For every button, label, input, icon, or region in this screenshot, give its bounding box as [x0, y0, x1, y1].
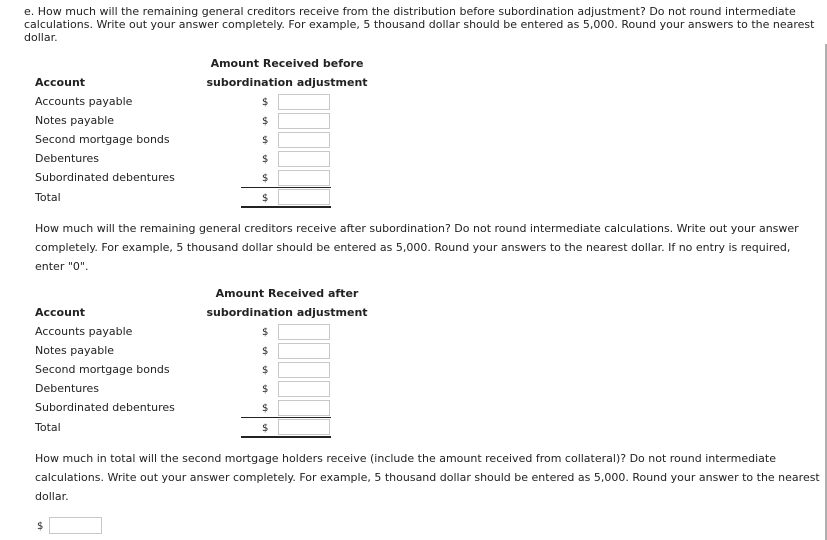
before-label-subordinated-debentures: Subordinated debentures [35, 171, 175, 184]
amount-after-header [200, 284, 374, 322]
amount-before-header-line1: Amount Received before [210, 57, 364, 70]
before-input-debentures[interactable] [278, 151, 330, 167]
question-after-text: How much will the remaining general creditors receive after subordination? Do not round intermediate calculations. Write out your answer completely. For example, 5 thousand dollar should be entered as 5,000. Round your answers to the nearest dollar. If no entry is required, enter "0". [35, 222, 799, 273]
after-input-total[interactable] [278, 419, 330, 435]
total-second-mortgage-input[interactable] [49, 517, 102, 534]
before-total-double-rule [241, 206, 331, 208]
after-input-notes-payable[interactable] [278, 343, 330, 359]
after-label-total: Total [35, 421, 61, 434]
after-label-notes-payable: Notes payable [35, 344, 115, 357]
account-header-before: Account [35, 76, 86, 89]
after-label-subordinated-debentures: Subordinated debentures [35, 401, 175, 414]
after-dollar-subordinated-debentures: $ [262, 403, 269, 414]
before-dollar-debentures: $ [262, 154, 269, 165]
before-label-accounts-payable: Accounts payable [35, 95, 133, 108]
after-dollar-debentures: $ [262, 384, 269, 395]
before-label-debentures: Debentures [35, 152, 100, 165]
before-input-total[interactable] [278, 189, 330, 205]
after-subtotal-rule [241, 417, 331, 418]
after-input-second-mortgage-bonds[interactable] [278, 362, 330, 378]
before-input-notes-payable[interactable] [278, 113, 330, 129]
before-subtotal-rule [241, 187, 331, 188]
before-dollar-subordinated-debentures: $ [262, 173, 269, 184]
before-dollar-notes-payable: $ [262, 116, 269, 127]
before-dollar-total: $ [262, 193, 269, 204]
after-dollar-second-mortgage-bonds: $ [262, 365, 269, 376]
after-dollar-notes-payable: $ [262, 346, 269, 357]
total-dollar-sign: $ [37, 521, 44, 532]
after-dollar-total: $ [262, 423, 269, 434]
before-label-notes-payable: Notes payable [35, 114, 115, 127]
before-input-subordinated-debentures[interactable] [278, 170, 330, 186]
after-label-debentures: Debentures [35, 382, 100, 395]
question-total-text: How much in total will the second mortgage holders receive (include the amount received from collateral)? Do not round intermediate calculations. Write out your answer completely. For example, 5 thousand dollar should be entered as 5,000. Round your answer to the nearest dollar. [35, 452, 820, 503]
after-input-subordinated-debentures[interactable] [278, 400, 330, 416]
after-total-double-rule [241, 436, 331, 438]
after-label-second-mortgage-bonds: Second mortgage bonds [35, 363, 170, 376]
before-input-accounts-payable[interactable] [278, 94, 330, 110]
before-dollar-accounts-payable: $ [262, 97, 269, 108]
after-input-debentures[interactable] [278, 381, 330, 397]
before-label-total: Total [35, 191, 61, 204]
after-dollar-accounts-payable: $ [262, 327, 269, 338]
before-input-second-mortgage-bonds[interactable] [278, 132, 330, 148]
amount-after-header-line2: subordination adjustment [206, 306, 368, 319]
amount-before-header-line2: subordination adjustment [206, 76, 368, 89]
after-label-accounts-payable: Accounts payable [35, 325, 133, 338]
question-e-text: e. How much will the remaining general creditors receive from the distribution before subordination adjustment? Do not round intermediate calculations. Write out your answer completely. For example, 5 thousand dollar should be entered as 5,000. Round your answers to the nearest dollar. [24, 5, 815, 44]
amount-before-header [200, 54, 374, 92]
before-label-second-mortgage-bonds: Second mortgage bonds [35, 133, 170, 146]
amount-after-header-line1: Amount Received after [215, 287, 359, 300]
after-input-accounts-payable[interactable] [278, 324, 330, 340]
account-header-after: Account [35, 306, 86, 319]
before-dollar-second-mortgage-bonds: $ [262, 135, 269, 146]
